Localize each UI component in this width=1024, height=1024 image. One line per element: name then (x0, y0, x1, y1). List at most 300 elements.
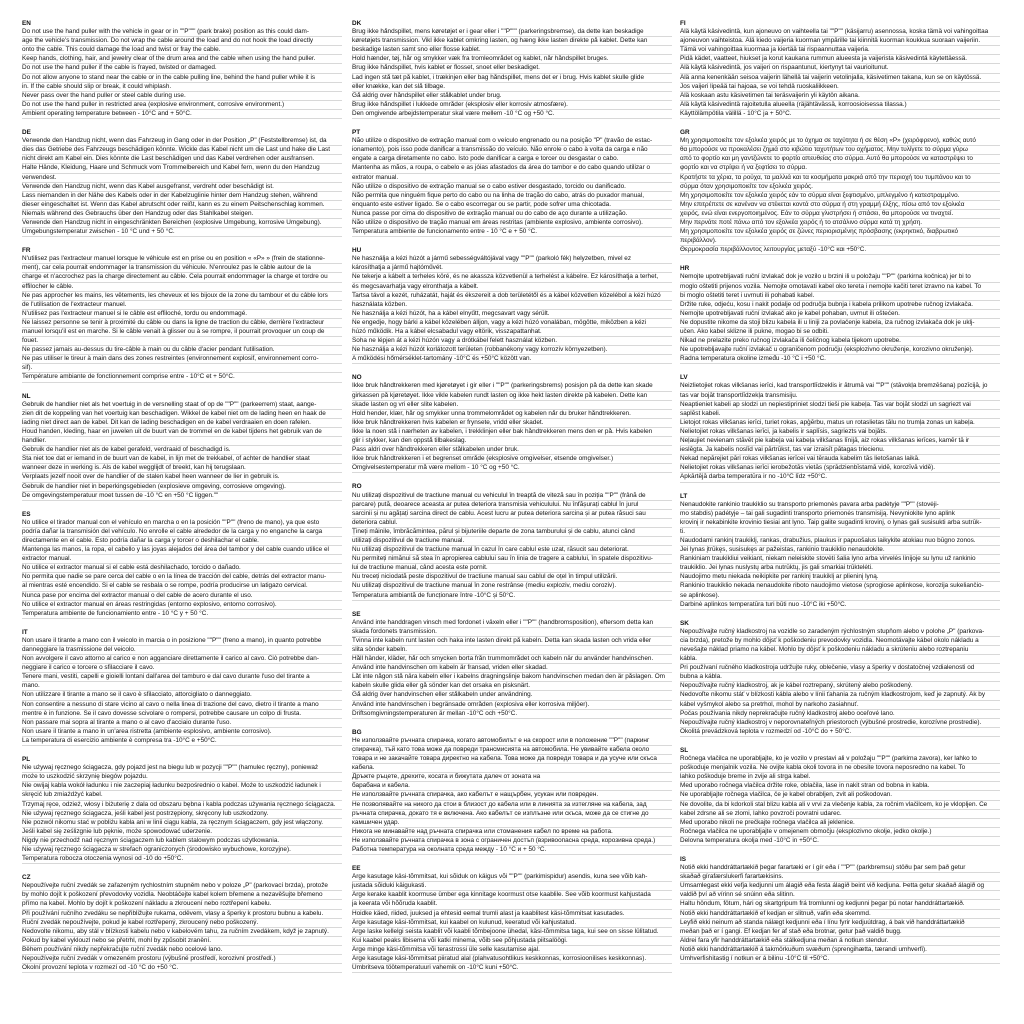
language-code: SL (680, 746, 689, 754)
instruction-line: спирачка), тъй като това може да повреди трансмисията на автомобила. Не увивайте кабела около (352, 746, 672, 755)
instruction-lines (680, 382, 1000, 482)
instruction-line: Neaptieniet kabeli ap slodzi un nepiestipriniet slodzi tieši pie kabeļa. Tas var bojāt slodzi un sagriezt vai (680, 401, 1000, 410)
language-code: CZ (22, 874, 31, 882)
instruction-line: Température ambiante de fonctionnement comprise entre - 10°C et + 50°C. (22, 373, 342, 382)
instruction-line: wanneer deze in werking is. Als de kabel wegglijdt of breekt, kan hij terugslaan. (22, 464, 342, 473)
instruction-line: Ärge kasutage käsi-tõmmitsat piiratud alal (plahvatusohtlikus keskkonnas, korrosioonilises keskkonnas). (352, 955, 672, 964)
instruction-line: károsíthatja a jármű hajtóművét. (352, 264, 672, 273)
instruction-lines (352, 619, 672, 719)
language-code: IT (22, 628, 28, 636)
instruction-line: enquanto este estiver ligado. Se o cabo escorregar ou se partir, pode sofrer uma chicotada. (352, 201, 672, 210)
instruction-line: Tartsa távol a kezét, ruházatát, haját és ékszereit a dob területétől és a kábel közvetlen közelébol a kézi húzó (352, 292, 672, 301)
instruction-line: Nepoužívajte ručný kladkostroj, ak je kábel roztrepaný, skrútený alebo poškodený. (680, 682, 1000, 691)
instruction-line: Soha ne lépjen át a kézi húzón vagy a drótkábel felett használat közben. (352, 337, 672, 346)
language-section-de (22, 129, 342, 237)
instruction-line: extrator manual. (352, 174, 672, 183)
instruction-line: onto the cable. This could damage the load and twist or fray the cable. (22, 46, 342, 55)
instruction-line: Non passare mai sopra al tirante a mano o al cavo d'acciaio durante l'uso. (22, 719, 342, 728)
instruction-line: Jos vaijeri lipeää tai hajoaa, se voi tehdä ruoskaliikkeen. (680, 83, 1000, 92)
instruction-line: age the vehicle's transmission. Do not wrap the cable around the load and do not hook the load directly (22, 37, 342, 46)
instruction-line: Μη χρησιμοποιείτε τον εξολκέα χειρός με το όχημα σε ταχύτητα ή σε θέση «P» (χειρόφρενο), καθώς αυτό (680, 137, 1000, 146)
instruction-line: De omgevingstemperatuur moet tussen de -10 °C en +50 °C liggen."" (22, 492, 342, 501)
instruction-line: effilocher le câble. (22, 283, 342, 292)
instruction-line: Hoidke käed, riided, juuksed ja ehtesid eemal trumli alast ja kaablitest käsi-tõmmitsat kasutades. (352, 910, 672, 919)
instruction-line: Ärge kasutage käsi-tõmmitsat, kui kaabel on kulunud, keeratud või kahjustatud. (352, 919, 672, 928)
language-code: PL (22, 756, 31, 764)
instruction-line: Temperatura ambiantă de funcționare între -10°C și 50°C. (352, 592, 672, 601)
instruction-line: Nunca pase por encima del extractor manual o del cable de acero durante el uso. (22, 592, 342, 601)
instruction-line: učen. Ako kabel sklizne ili pukne, mogao bi se odbiti. (680, 328, 1000, 337)
instruction-line: Darbinė aplinkos temperatūra turi būti nuo -10°C iki +50°C. (680, 601, 1000, 610)
instruction-line: Ne engedje, hogy bárki a kábel közelében álljon, vagy a kézi húzó vonalában, mögötte, miközben a kézi (352, 319, 672, 328)
instruction-line: Verwende den Handzug nicht, wenn das Kabel ausgefranst, verdreht oder beschädigt ist. (22, 183, 342, 192)
instruction-line: Ümbritseva töötemperatuuri vahemik on -10°C kuni +50°C. (352, 964, 672, 973)
instruction-line: Notið ekki handdráttartækið ef kedjan er slitnuð, vafin eða skemmd. (680, 910, 1000, 919)
instruction-line: Älä käytä käsivedintä rajoitetulla alueella (räjähtävässä, korroosioisessa tilassa.) (680, 101, 1000, 110)
instruction-line: traukiklio. Jei lynas nuslystų arba nutrūktų, jis gali smarkiai trūktelėti. (680, 564, 1000, 573)
instruction-line: Temperatura robocza otoczenia wynosi od -10 do +50°C. (22, 855, 342, 864)
instruction-line: Ikke bruk håndtrekkeren hvis kabelen er frynsete, vridd eller skadet. (352, 419, 672, 428)
instruction-line: kábel vyšmykol alebo sa pretrhol, mohol by narkoho zasiahnuť. (680, 701, 1000, 710)
instruction-line: nevešajte náklad priamo na kábel. Mohlo by dôjsť k poškodeniu nákladu a skrúteniu alebo roztrepaniu (680, 646, 1000, 655)
instruction-lines (352, 137, 672, 237)
language-code: LT (680, 492, 688, 500)
instruction-line: skada fordonets transmission. (352, 628, 672, 637)
instruction-line: Nu permiteți nimănui să stea în apropierea cablului sau în linia de tragere a cablului, în spatele dispozitivu- (352, 555, 672, 564)
instruction-line: Gebruik de handlier niet als de kabel gerafeld, verdraaid of beschadigd is. (22, 446, 342, 455)
language-section-fr (22, 247, 342, 382)
instruction-line: Ne dopustite nikome da stoji blizu kabela ili u liniji za povlačenje kabela, iza ručnog izvlakača dok je uklj- (680, 319, 1000, 328)
instruction-line: Brug ikke håndspillet, hvis kablet er flosset, snoet eller beskadiget. (352, 64, 672, 73)
instruction-line: Driftsomgivningstemperaturen är mellan -10°C och +50°C. (352, 710, 672, 719)
instruction-line: Nenaudokite rankinio traukiklio su transporto priemonės pavara arba padėtyje ""P"" (stovėji- (680, 501, 1000, 510)
language-section-sk (680, 620, 1000, 737)
instruction-line: Počas používania nikdy neprekračujte ručný kladkostroj alebo oceľové lano. (680, 710, 1000, 719)
language-section-pl (22, 756, 342, 864)
instruction-line: Pri používaní ručného kladkostroja udržujte ruky, oblečenie, vlasy a šperky v dostatočnej vzdialenosti od (680, 664, 1000, 673)
instruction-line: από το φορτίο και μη γαντζώνετε το φορτίο απευθείας στο σύρμα. Αυτό θα μπορούσε να καταστρέψει το (680, 155, 1000, 164)
instruction-line: Μην περνάτε ποτέ πάνω από τον εξολκέα χειρός ή το ατσάλινο σύρμα κατά τη χρήση. (680, 219, 1000, 228)
instruction-line: Μη χρησιμοποιείτε τον εξολκέα χειρός σε ζώνες περιορισμένης πρόσβασης (εκρηκτικό, διαβρωτικό (680, 228, 1000, 237)
instruction-line: Ambient operating temperature between - 10°C and + 50°C. (22, 110, 342, 119)
instruction-line: Do not use the hand puller in restricted area (explosive environment, corrosive environment.) (22, 101, 342, 110)
language-code: DE (22, 129, 31, 137)
instruction-line: Apkārtējā darba temperatūra ir no -10°C līdz +50°C. (680, 473, 1000, 482)
language-code: RO (352, 483, 362, 491)
language-code: NL (22, 392, 31, 400)
instruction-line: ръчната спирачка, докато тя е включена. Ако кабелът се изплъзне или скъса, може да се стигне до (352, 810, 672, 819)
language-section-cz (22, 874, 342, 973)
instruction-line: Tenere mani, vestiti, capelli e gioielli lontani dall'area del tamburo e dal cavo durante l'uso del tirante a (22, 673, 342, 682)
instruction-line: ieslēgta. Ja kabelis noslīd vai pārtrūkst, tas var izraisīt pātagas triecienu. (680, 446, 1000, 455)
instruction-line: Käyttölämpötila välillä - 10°C ja + 50°C. (680, 110, 1000, 119)
language-code: PT (352, 129, 361, 137)
instruction-line: Não utilize o dispositivo de tração manual em áreas restritas (ambiente explosivo, ambiente corrosivo). (352, 219, 672, 228)
instruction-line: Rankinio traukiklio nekada nenaudokite riboto naudojimo vietose (sprogiose aplinkose, korozija sukeliančio- (680, 582, 1000, 591)
instruction-line: Ne pas utiliser le tireur à main dans des zones restreintes (environnement explosif, environnement corro- (22, 355, 342, 364)
instruction-line: Ne használja a kézi húzót a jármű sebességváltójával vagy ""P"" (parkoló fék) helyzetben, mivel ez (352, 255, 672, 264)
instruction-lines (680, 28, 1000, 119)
instruction-line: Ikke bruk håndtrekkeren i et begrenset område (eksplosive omgivelser, etsende omgivelser.) (352, 455, 672, 464)
language-code: FR (22, 247, 31, 255)
instruction-line: Okolitá prevádzková teplota v rozmedzí od -10°C do + 50°C. (680, 728, 1000, 737)
language-section-bg (352, 729, 672, 855)
instruction-line: Sta niet toe dat er iemand in de buurt van de kabel, in lijn met de trekkabel, of achter de handlier staat (22, 455, 342, 464)
instruction-line: bi moglo oštetiti teret i uvrnuti ili pohabati kabel. (680, 292, 1000, 301)
instruction-line: Lass niemanden in der Nähe des Kabels oder in der Kabelzuglinie hinter dem Handzug stehen, während (22, 192, 342, 201)
instruction-lines (22, 882, 342, 973)
instruction-line: parcare) pută, deoarece aceasta ar putea deteriora transmisia vehiculului. Nu înfășurați cablul în jurul (352, 501, 672, 510)
instruction-line: Ne laissez personne se tenir à proximité du câble ou dans la ligne de traction du câble, derrière l'extracteur (22, 319, 342, 328)
language-code: DK (352, 20, 362, 27)
instruction-line: Med uporabo nikoli ne prečkajte ročnega vlačilca ali jeklenice. (680, 819, 1000, 828)
language-section-dk (352, 20, 672, 119)
instruction-line: Haltu höndum, fötum, hári og skartgripum frá tromlunni og kedjunni þegar þú notar handdráttartækið. (680, 900, 1000, 909)
instruction-line: Ikke la noen stå i nærheten av kabelen, i trekklinjen eller bak håndtrekkeren mens den er på. Hvis kabelen (352, 428, 672, 437)
instruction-line: Halte Hände, Kleidung, Haare und Schmuck vom Trommelbereich und Kabel fern, wenn du den Handzug (22, 164, 342, 173)
instruction-line: Rankiniam traukikliui veikiant, niekam neleiskite stovėti šalia lyno arba virvelės linijoje su lynu už rankinio (680, 555, 1000, 564)
instruction-lines (352, 382, 672, 473)
instruction-line: Delovna temperatura okolja med -10°C in +50°C. (680, 837, 1000, 846)
instruction-lines (680, 864, 1000, 964)
instruction-line: No permita que nadie se pare cerca del cable o en la línea de tracción del cable, detrás del extractor manu- (22, 573, 342, 582)
instruction-line: Nie używaj ręcznego ściągacza w strefach ograniczonych (środowisko wybuchowe, korozyjne). (22, 846, 342, 855)
instruction-line: bubna a kábla. (680, 673, 1000, 682)
instruction-lines (352, 255, 672, 364)
instruction-line: és megcsavarhatja vagy elronthatja a kábelt. (352, 283, 672, 292)
instruction-line: Ne upotrebljavajte ruční izvlakač u ograničenom području (eksplozivno okruženje, korozivno okruženje). (680, 346, 1000, 355)
language-code: GR (680, 129, 690, 137)
instruction-line: fouet. (22, 337, 342, 346)
instruction-line: Никога не минавайте над ръчната спирачка или стоманения кабел по време на работа. (352, 828, 672, 837)
instruction-line: Älä käytä käsivedintä, jos vaijeri on rispaantunut, kiertynyt tai vaurioitunut. (680, 64, 1000, 73)
instruction-line: Ne tekerje a kábelt a terheles köré, és ne akassza közvetlenül a terhelést a kábelre. Ez károsíthatja a terhet, (352, 273, 672, 282)
language-section-es (22, 511, 342, 619)
instruction-line: Při používání ručního zvedáku se nepřibližujte rukama, oděvem, vlasy a šperky k prostoru bubnu a kabelu. (22, 910, 342, 919)
instruction-line: in. If the cable should slip or break, it could whiplash. (22, 83, 342, 92)
instruction-line: Nelietojiet rokas vilkšanas ierīci ierobežotās vietās (sprādzienbīstamā vidē, korozīvā vidē). (680, 464, 1000, 473)
instruction-line: sarcinii și nu agățați sarcina direct de cablu. Acest lucru ar putea deteriora sarcina și ar putea răsuci sau (352, 510, 672, 519)
instruction-line: se aplinkose). (680, 592, 1000, 601)
language-section-no (352, 374, 672, 473)
instruction-line: A működési hőmérséklet-tartomány -10°C és +50°C között van. (352, 355, 672, 364)
instruction-line: Keep hands, clothing, hair, and jewelry clear of the drum area and the cable when using the hand puller. (22, 55, 342, 64)
instruction-line: lui de tractiune manual, când acesta este pornit. (352, 564, 672, 573)
language-section-it (22, 629, 342, 746)
instruction-line: zien dit de koppeling van het voertuig kan beschadigen. Wikkel de kabel niet om de lading heen en haak de (22, 410, 342, 419)
instruction-lines (680, 501, 1000, 610)
instruction-line: charge et n'accrochez pas la charge directement au câble. Cela pourrait endommager la charge et tordre ou (22, 273, 342, 282)
instruction-line: podría dañar la transmisión del vehículo. No enrolle el cable alrededor de la carga y no enganche la carga (22, 528, 342, 537)
instruction-line: krovinį ir nekabinkite krovinio tiesiai ant lyno. Taip galite sugadinti krovinį, o lynas gali susisukti arba sutrūk- (680, 519, 1000, 528)
instruction-line: engate a carga diretamente no cabo. Isto pode danificar a carga e torcer ou desgastar o cabo. (352, 155, 672, 164)
instruction-line: Verwende den Handzug nicht, wenn das Fahrzeug in Gang oder in der Position „P" (Feststellbremse) ist, da (22, 137, 342, 146)
instruction-line: może to uszkodzić skrzynię biegów pojazdu. (22, 773, 342, 782)
instruction-line: Temperatura ambiente de funcionamiento entre - 10 °C y + 50 °C. (22, 610, 342, 619)
instruction-line: Nigdy nie przechodź nad ręcznym ściągaczem lub kablem stalowym podczas użytkowania. (22, 837, 342, 846)
instruction-line: Nemojte upotrebljavati ruční izvlakač ako je kabel pohaban, uvrnut ili oštećen. (680, 310, 1000, 319)
instruction-line: eller knække, kan det slå tilbage. (352, 83, 672, 92)
language-section-nl (22, 393, 342, 501)
instruction-line: Не използвайте ръчната спирачка в зона с ограничен достъп (взривоопасна среда, корозивна среда.) (352, 837, 672, 846)
instruction-line: extractor manual. (22, 555, 342, 564)
instruction-line: Jeśli kabel się ześlizgnie lub pęknie, może spowodować uderzenie. (22, 828, 342, 837)
instruction-line: al mientras esté encendido. Si el cable se resbala o se rompe, podría producirse un latigazo cervical. (22, 582, 342, 591)
instruction-line: Kui kaabel peaks libisema või katki minema, võib see põhjustada piitsalöögi. (352, 937, 672, 946)
instruction-line: Aldrei fara yfir handdráttartækið eða stálkedjuna meðan á notkun stendur. (680, 937, 1000, 946)
instruction-line: de l'utilisation de l'extracteur manuel. (22, 301, 342, 310)
instruction-line: beskadige lasten samt sno eller flosse kablet. (352, 46, 672, 55)
instruction-line: Håll händer, kläder, hår och smycken borta från trummområdet och kabeln när du använder handvinschen. (352, 655, 672, 664)
instruction-line: használata közben. (352, 301, 672, 310)
instruction-line: барабана и кабела. (352, 782, 672, 791)
language-code: EE (352, 865, 361, 873)
instruction-line: Mantenga las manos, la ropa, el cabello y las joyas alejados del área del tambor y del cable cuando utilice el (22, 546, 342, 555)
instruction-line: Houd handen, kleding, haar en juwelen uit de buurt van de trommel en de kabel tijdens het gebruik van de (22, 428, 342, 437)
instruction-line: Nie pozwól nikomu stać w pobliżu kabla ani w linii ciągu kabla, za ręcznym ściągaczem, gdy jest włączony. (22, 819, 342, 828)
instruction-line: Okolní provozní teplota v rozmezí od -10 °C do +50 °C. (22, 964, 342, 973)
instruction-line: Ne pas approcher les mains, les vêtements, les cheveux et les bijoux de la zone du tambour et du câble lors (22, 292, 342, 301)
instruction-line: Verwende den Handzug nicht in eingeschränkten Bereichen (explosive Umgebung, korrosive Umgebung). (22, 219, 342, 228)
language-section-ro (352, 483, 672, 600)
instruction-line: кабела. (352, 764, 672, 773)
language-code: FI (680, 20, 686, 27)
instruction-line: Дръжте ръцете, дрехите, косата и бижутата далеч от зоната на (352, 773, 672, 782)
instruction-line: Pidä kädet, vaatteet, hiukset ja korut kaukana rummun alueesta ja vaijerista käsivedintä käytettäessä. (680, 55, 1000, 64)
instruction-line: Nedovoľte nikomu stáť v blízkosti kábla alebo v línii ťahania za ručným kladkostrojom, keď je zapnutý. Ak by (680, 691, 1000, 700)
instruction-line: handlier. (22, 437, 342, 446)
instruction-line: manuel lorsqu'il est en marche. Si le câble venait à glisser ou à se rompre, il pourrait provoquer un coup de (22, 328, 342, 337)
instruction-line: directamente en el cable. Esto podría dañar la carga y torcer o deshilachar el cable. (22, 537, 342, 546)
instruction-line: Umhverfishitastig í notkun er á bilinu -10°C til +50°C. (680, 955, 1000, 964)
instruction-lines (352, 873, 672, 973)
instruction-line: Nepoužívajte ručný kladkostroj v neporovnateľných priestoroch (výbušné prostredie, korozívne prostredie). (680, 719, 1000, 728)
instruction-line: Naudojimo metu niekada neikipkite per rankinį traukiklį ar plieninį lyną. (680, 573, 1000, 582)
instruction-line: Nedovolte nikomu, aby stál v blízkosti kabelu nebo v kabelovém tahu, za ručním zvedákem, když je zapnutý. (22, 928, 342, 937)
instruction-line: moglo oštetiti prijenos vozila. Nemojte omotavati kabel oko tereta i nemojte kačiti teret izravno na kabel. To (680, 283, 1000, 292)
instruction-line: περιβάλλον). (680, 237, 1000, 246)
instruction-line: Lietojot rokas vilkšanas ierīci, turiet rokas, apģērbu, matus un rotaslietas tālu no trumļa zonas un kabeļa. (680, 419, 1000, 428)
instruction-line: skade lasten og vri eller slite kabelen. (352, 401, 672, 410)
instruction-line: Non usare il tirante a mano in un'area ristretta (ambiente esplosivo, ambiente corrosivo). (22, 728, 342, 737)
instruction-line: Nelietojiet rokas vilkšanas ierīci, ja kabelis ir saplīsis, sagriezts vai bojāts. (680, 428, 1000, 437)
instruction-line: Den omgivende arbejdstemperatur skal være mellem -10 °C og +50 °C. (352, 110, 672, 119)
instruction-line: by mohlo dojít k poškození převodovky vozidla. Neobtáčejte kabel kolem břemene a nezavěšujte břemeno (22, 891, 342, 900)
instruction-line: přímo na kabel. Mohlo by dojít k poškození nákladu a zkroucení nebo roztřepení kabelu. (22, 900, 342, 909)
language-section-sl (680, 747, 1000, 846)
instruction-line: Nie owijaj kabla wokół ładunku i nie zaczepiaj ładunku bezpośrednio o kabel. Może to uszkodzić ładunek i (22, 782, 342, 791)
instruction-line: Nepoužívajte ručný kladkostroj na vozidle so zaradeným rýchlostným stupňom alebo v polohe „P" (parkova- (680, 628, 1000, 637)
instruction-line: neggiare il carico e torcere o sfilacciare il cavo. (22, 664, 342, 673)
instruction-line: Non avvolgere il cavo attorno al carico e non agganciare direttamente il carico al cavo. Ciò potrebbe dan- (22, 655, 342, 664)
language-section-se (352, 611, 672, 719)
instruction-line: Älä käytä käsivedintä, kun ajoneuvo on vaihteella tai ""P"" (käsijarru) asennossa, koska tämä voi vahingoittaa (680, 28, 1000, 37)
instruction-line: skręcić lub zmiażdżyć kabel. (22, 791, 342, 800)
instruction-line: Nu utilizați dispozitivul de tractiune manual în cazul în care cablul este uzat, răsucit sau deteriorat. (352, 546, 672, 555)
instruction-lines (352, 492, 672, 601)
instruction-line: Μη χρησιμοποιείτε τον εξολκέα χειρός εάν το σύρμα είναι ξεφτισμένο, μπλεγμένο ή κατεστραμμένο. (680, 192, 1000, 201)
instruction-line: Pass aldri over håndtrekkeren eller stålkabelen under bruk. (352, 446, 672, 455)
instruction-line: meðan það er í gangi. Ef kedjan fer af stað eða brotnar, getur það valdið bugg. (680, 928, 1000, 937)
language-code: IS (680, 855, 687, 863)
instruction-line: N'utilisez pas l'extracteur manuel si le câble est effiloché, tordu ou endommagé. (22, 310, 342, 319)
instruction-lines (352, 737, 672, 855)
language-section-gr (680, 129, 1000, 255)
instruction-lines (680, 628, 1000, 737)
instruction-line: Do not use the hand puller with the vehicle in gear or in ""P""" (park brake) position as this could dam- (22, 28, 342, 37)
language-section-hr (680, 265, 1000, 364)
language-code: NO (352, 374, 362, 382)
instruction-line: danneggiare la trasmissione del veicolo. (22, 646, 342, 655)
instruction-line: Не използвайте ръчната спирачка, когато автомобилът е на скорост или в положение ""P"" (паркинг (352, 737, 672, 746)
instruction-line: σύρμα όταν χρησιμοποιείτε τον εξολκέα χειρός. (680, 183, 1000, 192)
instruction-line: kabel zdrsne ali se zlomi, lahko povzroči povratni udarec. (680, 810, 1000, 819)
instruction-line: dieser eingeschaltet ist. Wenn das Kabel abrutscht oder reißt, kann es zu einem Peitschenschlag kommen. (22, 201, 342, 210)
instruction-line: dies das Getriebe des Fahrzeugs beschädigen könnte. Wickle das Kabel nicht um die Last und hake die Last (22, 146, 342, 155)
instruction-lines (22, 137, 342, 237)
language-column-left (22, 20, 342, 1020)
instruction-lines (22, 255, 342, 382)
instruction-line: Non consentire a nessuno di stare vicino al cavo o nella linea di trazione del cavo, dietro il tirante a mano (22, 701, 342, 710)
instruction-line: χειρός, ενώ είναι ενεργοποιημένος. Εάν το σύρμα γλιστρήσει ή σπάσει, θα μπορούσε να τιναχτεί. (680, 210, 1000, 219)
instruction-line: saplēst kabeli. (680, 410, 1000, 419)
instruction-line: Trzymaj ręce, odzież, włosy i biżuterię z dala od obszaru bębna i kabla podczas używania ręcznego ściągacza. (22, 801, 342, 810)
instruction-line: ment), car cela pourrait endommager la transmission du véhicule. N'enroulez pas le câble autour de la (22, 264, 342, 273)
instruction-line: Använd inte handdragen vinsch med fordonet i växeln eller i ""P"" (handbromsposition), eftersom detta kan (352, 619, 672, 628)
instruction-line: Brug ikke håndspillet, mens køretøjet er i gear eller i ""P""" (parkeringsbremse), da dette kan beskadige (352, 28, 672, 37)
instruction-line: poškoduje menjalnik vozila. Ne ovijte kabla okoli tovora in ne obesite tovora neposredno na kabel. To (680, 764, 1000, 773)
language-section-ee (352, 865, 672, 973)
instruction-line: Non usare il tirante a mano con il veicolo in marcia o in posizione ""P"" (freno a mano), in quanto potrebbe (22, 637, 342, 646)
language-section-en (22, 20, 342, 119)
instruction-line: θα μπορούσε να προκαλέσει ζημιά στο κιβώτιο ταχυτήτων του οχήματος. Μην τυλίγετε το σύρμα γύρω (680, 146, 1000, 155)
language-code: ES (22, 510, 31, 518)
instruction-line: Lad ingen stå tæt på kablet, i trækinjen eller bag håndspillet, mens det er i brug. Hvis kablet skulle glide (352, 74, 672, 83)
instruction-line: Gebruik de handlier niet in beperkingsgebieden (explosieve omgeving, corrosieve omgeving). (22, 483, 342, 492)
instruction-line: No utilice el extractor manual en áreas restringidas (entorno explosivo, entorno corrosivo). (22, 601, 342, 610)
instruction-line: Ärge kasutage käsi-tõmmitsat, kui sõiduk on käigus või ""P"" (parkimispidur) asendis, kuna see võib kah- (352, 873, 672, 882)
instruction-line: Ne uporabljajte ročnega vlačilca, če je kabel obrabljen, zvit ali poškodovan. (680, 791, 1000, 800)
instruction-line: Notið ekki handdráttartækið á takmörkuðum svæðum (sprengihætta, tærandi umhverfi). (680, 946, 1000, 955)
instruction-line: Temperatura ambiente de funcionamento entre - 10 °C e + 50 °C. (352, 228, 672, 237)
instruction-line: nicht direkt am Kabel ein. Dies könnte die Last beschädigen und das Kabel verdrehen oder ausfransen. (22, 155, 342, 164)
instruction-line: Nemojte upotrebljavati ruční izvlakač dok je vozilo u brzini ili u položaju ""P"" (parkirna kočnica) jer bi to (680, 273, 1000, 282)
instruction-line: Ärge laske kellelgi seista kaablit või kaabli tõmbejoone ühedal, käsi-tõmmitsa taga, kui see on sisse lülitatud. (352, 928, 672, 937)
instruction-line: Работна температура на околната среда между - 10 °C и + 50 °C. (352, 846, 672, 855)
instruction-line: lading niet direct aan de kabel. Dit kan de lading beschadigen en de kabel verdraaien en doen rafelen. (22, 419, 342, 428)
instruction-line: Låt inte någon stå nära kabeln eller i kabelns dragningslinje bakom handvinschen medan den är påslagen. Om (352, 673, 672, 682)
instruction-line: Θερμοκρασία περιβάλλοντος λειτουργίας μεταξύ -10°C και +50°C. (680, 246, 1000, 255)
instruction-line: justada sõiduki käigukasti. (352, 882, 672, 891)
instruction-line: húzó működik. Ha a kábel elcsabadul vagy eltörik, visszapattanhat. (352, 328, 672, 337)
language-section-fi (680, 20, 1000, 119)
instruction-line: Do not use the hand puller if the cable is frayed, twisted or damaged. (22, 64, 342, 73)
language-section-lt (680, 493, 1000, 610)
instruction-line: kábla. (680, 655, 1000, 664)
instruction-line: Ärge minge käsi-tõmmitsa või terastrossi üle selle kasutamise ajal. (352, 946, 672, 955)
instruction-lines (680, 273, 1000, 364)
instruction-line: Mantenha as mãos, a roupa, o cabelo e as jóias afastados da área do tambor e do cabo quando utilizar o (352, 164, 672, 173)
instruction-line: Brug ikke håndspillet i lukkede områder (eksplosiv eller korrosiv atmosfære). (352, 101, 672, 110)
instruction-line: La temperatura di esercizio ambiente è compresa tra -10°C e +50°C. (22, 737, 342, 746)
instruction-line: Älä koskaan astu käsivetimen tai teräsvaijerin yli käytön aikana. (680, 92, 1000, 101)
instruction-line: mentre è in funzione. Se il cavo dovesse scivolare o rompersi, potrebbe causare un colpo di frusta. (22, 710, 342, 719)
instruction-line: Jei lynas įtrūkęs, susisukęs ar pažeistas, rankinio traukiklio nenaudokite. (680, 546, 1000, 555)
instruction-lines (680, 755, 1000, 846)
instruction-line: Țineți mâinile, îmbrăcămintea, părul și bijuteriile departe de zona tamburului și de cablu, atunci când (352, 528, 672, 537)
instruction-line: Ne használja a kézi húzót korlátozott területen (robbanékony vagy korrozív környezetben). (352, 346, 672, 355)
instruction-line: Älä anna kenenkään seisoa vaijerin lähellä tai vaijerin vetolinjalla, käsivetimen takana, kun se on käytössä. (680, 74, 1000, 83)
instruction-line: Gå aldrig over håndspillet eller stålkablet under brug. (352, 92, 672, 101)
instruction-line: deteriora cablul. (352, 519, 672, 528)
instruction-line: Ne használja a kézi húzót, ha a kábel elnyűtt, megcsavart vagy sérült. (352, 310, 672, 319)
instruction-line: girkassen på kjøretøyet. Ikke vikle kabelen rundt lasten og ikke hekt lasten direkte på kabelen. Dette kan (352, 392, 672, 401)
instruction-line: Använd inte handvinschen i begränsade områden (explosiva eller korrosiva miljöer). (352, 701, 672, 710)
instruction-line: Nu utilizați dispozitivul de tractiune manual în zone restrânse (mediu exploziv, mediu coroziv). (352, 582, 672, 591)
language-section-is (680, 856, 1000, 964)
instruction-line: Gå aldrig över handvinschen eller stålkabeln under användning. (352, 691, 672, 700)
instruction-line: φορτίο και να στρίψει ή να ξεφτίσει το σύρμα. (680, 164, 1000, 173)
instruction-line: Nu utilizați dispozitivul de tractiune manual cu vehiculul în treaptă de viteză sau în poziția ""P"" (frână de (352, 492, 672, 501)
instruction-lines (22, 764, 342, 864)
instruction-line: Neļaujiet nevienam stāvēt pie kabeļa vai kabeļa vilkšanas līnijā, aiz rokas vilkšanas ierīces, kamēr tā ir (680, 437, 1000, 446)
language-code: BG (352, 728, 362, 736)
instruction-line: товара и не закачайте товара директно на кабела. Това може да повреди товара и да усуче или скъса (352, 755, 672, 764)
instruction-line: Не използвайте ръчната спирачка, ако кабелът е нащърбен, усукан или повреден. (352, 791, 672, 800)
instruction-line: Nekad nepārejiet pāri rokas vilkšanas ierīcei vai tērauda kabelim tās lietošanas laikā. (680, 455, 1000, 464)
instruction-line: Pokud by kabel vyklouzl nebo se přetrhl, mohl by způsobit zranění. (22, 937, 342, 946)
instruction-line: ti. (680, 528, 1000, 537)
instruction-line: N'utilisez pas l'extracteur manuel lorsque le véhicule est en prise ou en position « «P» » (frein de stationne- (22, 255, 342, 264)
instruction-line: Μην επιτρέπετε σε κανέναν να στέκεται κοντά στο σύρμα ή στη γραμμή έλξης, πίσω από τον εξολκέα (680, 201, 1000, 210)
instruction-line: Leyfið ekki neinum að standa nálægt kedjunni eða í línu fyrir kedjuútdrag, á bak við handdráttartækið (680, 919, 1000, 928)
instruction-line: cia brzda), pretože by mohlo dôjsť k poškodeniu prevodovky vozidla. Neomotávajte kábel okolo nákladu a (680, 637, 1000, 646)
language-code: HR (680, 265, 690, 273)
instruction-line: Do not allow anyone to stand near the cable or in the cable pulling line, behind the hand puller while it is (22, 74, 342, 83)
instruction-line: Držite ruke, odjeću, kosu i nakit podalje od područja bubnja i kabela prilikom upotrebe ručnog izvlakača. (680, 301, 1000, 310)
instruction-line: Během používání nikdy nepřekračujte ruční zvedák nebo ocelové lano. (22, 946, 342, 955)
instruction-line: Nie używaj ręcznego ściągacza, jeśli kabel jest postrzępiony, skręcony lub uszkodzony. (22, 810, 342, 819)
instruction-line: tas var bojāt transportlīdzekļa transmisiju. (680, 392, 1000, 401)
instruction-lines (352, 28, 672, 119)
instruction-line: Ruční zvedák nepoužívejte, pokud je kabel roztřepený, zkroucený nebo poškozený. (22, 919, 342, 928)
instruction-line: No utilice el tirador manual con el vehículo en marcha o en la posición ""P"" (freno de mano), ya que esto (22, 519, 342, 528)
instruction-lines (22, 28, 342, 119)
instruction-line: Ne dovolite, da bi kdorkoli stal blizu kabla ali v vrvi za vlečenje kabla, za ročnim vlačilcem, ko je vklopljen. Če (680, 801, 1000, 810)
instruction-line: Não utilize o dispositivo de extração manual se o cabo estiver desgastado, torcido ou danificado. (352, 183, 672, 192)
instruction-line: valdið því að vírinn sé snúinn eða slitinn. (680, 891, 1000, 900)
language-code: HU (352, 247, 362, 255)
instruction-line: Verplaats jezelf nooit over de handlier of de stalen kabel heen wanneer de lier in gebruik is. (22, 473, 342, 482)
instruction-line: Ärge kerake kaablit koormuse ümber ega kinnitage koormust otse kaablile. See võib koormust kahjustada (352, 891, 672, 900)
instruction-line: Nepoužívejte ruční zvedák se zařazeným rychlostním stupněm nebo v poloze „P" (parkovací brzda), protože (22, 882, 342, 891)
instruction-line: glir i stykker, kan den oppstå tilbakeslag. (352, 437, 672, 446)
instruction-line: камшичен удар. (352, 819, 672, 828)
instruction-line: Med uporabo ročnega vlačilca držite roke, oblačila, lase in nakit stran od bobna in kabla. (680, 782, 1000, 791)
instruction-lines (22, 519, 342, 619)
instruction-line: Не позволявайте на никого да стои в близост до кабела или в линията за изтегляне на кабела, зад (352, 801, 672, 810)
instruction-line: Notið ekki handdráttartækið þegar farartæki er í gír eða í ""P"" (parkbremsu) stöðu þar sem það getur (680, 864, 1000, 873)
instruction-line: utilizați dispozitivul de tractiune manual. (352, 537, 672, 546)
instruction-line: Nu treceți niciodată peste dispozitivul de tractiune manual sau cablul de oțel în timpul utilizării. (352, 573, 672, 582)
instruction-line: Κρατήστε τα χέρια, τα ρούχα, τα μαλλιά και τα κοσμήματα μακριά από την περιοχή του τυμπάνου και το (680, 174, 1000, 183)
instruction-line: Non utilizzare il tirante a mano se il cavo è sfilacciato, attorcigliato o danneggiato. (22, 691, 342, 700)
instruction-line: Não utilize o dispositivo de extração manual com o veículo engrenado ou na posição "P" (travão de estac- (352, 137, 672, 146)
instruction-line: Umgebungstemperatur zwischen - 10 °C und + 50 °C. (22, 228, 342, 237)
instruction-line: Naudodami rankinį traukiklį, rankas, drabužius, plaukus ir papuošalus laikykite atokiau nuo būgno zonos. (680, 537, 1000, 546)
instruction-line: Não permita que ninguém fique perto do cabo ou na linha de tração do cabo, atrás do puxador manual, (352, 192, 672, 201)
instruction-line: Hold hænder, tøj, hår og smykker væk fra tromleområdet og kablet, når håndspillet bruges. (352, 55, 672, 64)
